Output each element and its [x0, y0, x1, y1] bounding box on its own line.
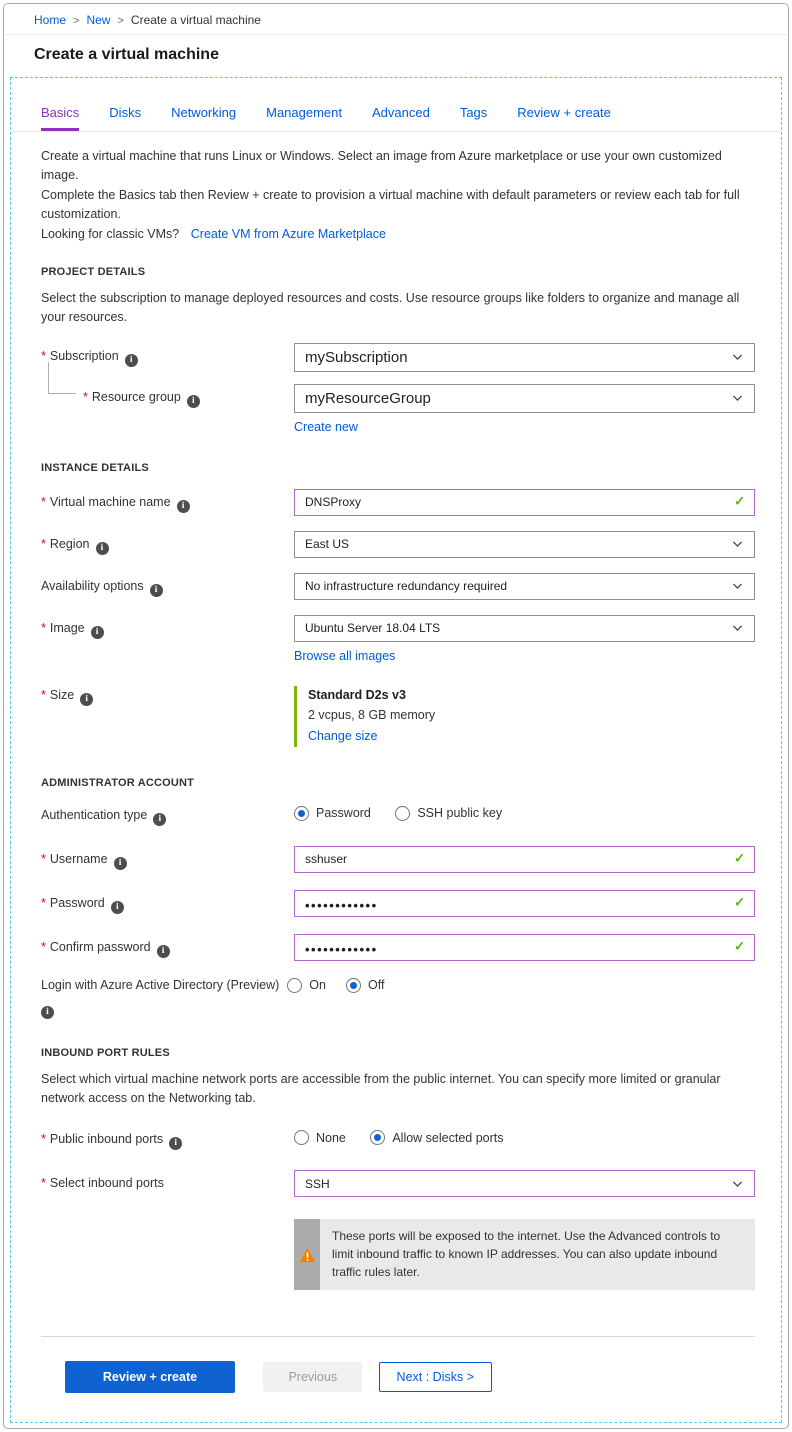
- image-value: Ubuntu Server 18.04 LTS: [305, 621, 441, 636]
- classic-vms-row: [41, 225, 755, 244]
- password-input[interactable]: [294, 890, 755, 917]
- tab-tags[interactable]: Tags: [459, 105, 488, 120]
- valid-check-icon: ✓: [734, 850, 745, 866]
- review-create-button[interactable]: Review + create: [65, 1361, 235, 1393]
- size-name: Standard D2s v3: [308, 687, 406, 702]
- radio-allow-selected-ports[interactable]: [370, 1130, 503, 1145]
- info-icon[interactable]: i: [153, 813, 166, 826]
- breadcrumb-home-link[interactable]: Home: [34, 13, 67, 27]
- footer-action-bar: [41, 1336, 755, 1422]
- confirm-password-input[interactable]: [294, 934, 755, 961]
- confirm-password-row: [41, 934, 755, 961]
- resource-group-label: Resource group: [91, 389, 181, 404]
- radio-circle-selected: [346, 978, 361, 993]
- username-label: Username: [49, 851, 108, 866]
- password-masked-value: ••••••••••••: [305, 897, 378, 913]
- radio-label: Allow selected ports: [392, 1130, 504, 1145]
- classic-vms-text: Looking for classic VMs?: [41, 226, 180, 241]
- inbound-description: Select which virtual machine network ports are accessible from the public internet. You can specify more limited or granular network access on the Networking tab.: [41, 1071, 721, 1105]
- size-summary: [294, 686, 755, 747]
- size-row: [41, 686, 755, 747]
- info-icon[interactable]: i: [187, 395, 200, 408]
- administrator-account-heading: ADMINISTRATOR ACCOUNT: [41, 776, 195, 789]
- instance-details-heading: INSTANCE DETAILS: [41, 461, 149, 474]
- auth-type-label: Authentication type: [41, 807, 148, 822]
- radio-none[interactable]: [294, 1130, 346, 1145]
- subscription-dropdown[interactable]: [294, 343, 755, 372]
- image-row: [41, 615, 755, 665]
- required-asterisk: *: [83, 389, 88, 404]
- image-dropdown[interactable]: [294, 615, 755, 642]
- info-icon[interactable]: i: [177, 500, 190, 513]
- warning-text: These ports will be exposed to the internet. Use the Advanced controls to limit inbound traffic to known IP addresses. You can also update inbound traffic rules later.: [332, 1229, 721, 1280]
- info-icon[interactable]: i: [91, 626, 104, 639]
- radio-label: On: [309, 978, 326, 993]
- required-asterisk: *: [41, 348, 46, 363]
- select-inbound-ports-value: SSH: [305, 1176, 330, 1191]
- chevron-down-icon: [731, 622, 744, 635]
- username-value: sshuser: [305, 852, 348, 867]
- radio-label: SSH public key: [417, 806, 503, 821]
- subscription-label: Subscription: [49, 348, 119, 363]
- chevron-down-icon: [731, 1177, 744, 1190]
- tab-management[interactable]: Management: [266, 105, 342, 120]
- info-icon[interactable]: i: [150, 584, 163, 597]
- create-new-link[interactable]: Create new: [294, 419, 358, 434]
- radio-circle-selected: [370, 1130, 385, 1145]
- intro-line-1: Create a virtual machine that runs Linux or Windows. Select an image from Azure marketplace or use your own customized image.: [41, 149, 722, 183]
- radio-ssh-public-key[interactable]: [395, 806, 502, 821]
- breadcrumb-current: Create a virtual machine: [130, 13, 261, 27]
- chevron-down-icon: [731, 580, 744, 593]
- inbound-port-rules-heading: INBOUND PORT RULES: [41, 1046, 170, 1059]
- radio-circle: [287, 978, 302, 993]
- info-icon[interactable]: i: [169, 1137, 182, 1150]
- radio-circle: [395, 806, 410, 821]
- region-value: East US: [305, 537, 350, 552]
- info-icon[interactable]: i: [114, 857, 127, 870]
- create-vm-marketplace-link[interactable]: Create VM from Azure Marketplace: [190, 226, 386, 241]
- intro-line-2: Complete the Basics tab then Review + create to provision a virtual machine with default parameters or review each tab for full customization.: [41, 187, 740, 222]
- vm-name-row: [41, 489, 755, 516]
- confirm-password-masked-value: ••••••••••••: [305, 941, 378, 957]
- radio-circle-selected: [294, 806, 309, 821]
- previous-button[interactable]: Previous: [263, 1362, 362, 1392]
- required-asterisk: *: [41, 494, 46, 509]
- project-details-description: Select the subscription to manage deployed resources and costs. Use resource groups like folders to organize and manage all your resources.: [41, 290, 740, 325]
- required-asterisk: *: [41, 1176, 46, 1191]
- tab-review-create[interactable]: Review + create: [517, 105, 611, 120]
- valid-check-icon: ✓: [734, 938, 745, 954]
- select-inbound-ports-dropdown[interactable]: [294, 1170, 755, 1197]
- info-icon[interactable]: i: [96, 542, 109, 555]
- info-icon[interactable]: i: [41, 1006, 54, 1019]
- confirm-password-label: Confirm password: [49, 939, 151, 954]
- password-row: [41, 890, 755, 917]
- radio-label: Off: [367, 978, 385, 993]
- info-icon[interactable]: i: [80, 693, 93, 706]
- availability-value: No infrastructure redundancy required: [305, 579, 508, 594]
- tab-basics[interactable]: Basics: [41, 105, 79, 131]
- tab-advanced[interactable]: Advanced: [372, 105, 430, 120]
- next-disks-button[interactable]: Next : Disks >: [379, 1362, 492, 1392]
- public-inbound-ports-row: [41, 1126, 755, 1150]
- subscription-row: [41, 343, 755, 372]
- radio-password[interactable]: [294, 806, 371, 821]
- vm-name-label: Virtual machine name: [49, 494, 171, 509]
- tab-bar: [11, 78, 781, 132]
- select-inbound-ports-row: [41, 1170, 755, 1197]
- valid-check-icon: ✓: [734, 493, 745, 509]
- breadcrumb: [4, 4, 788, 35]
- breadcrumb-separator-icon: >: [117, 15, 124, 27]
- required-asterisk: *: [41, 687, 46, 702]
- availability-row: [41, 573, 755, 600]
- radio-label: Password: [316, 806, 371, 821]
- valid-check-icon: ✓: [734, 894, 745, 910]
- blade-content-selection: [10, 77, 782, 1423]
- info-icon[interactable]: i: [111, 901, 124, 914]
- required-asterisk: *: [41, 536, 46, 551]
- chevron-down-icon: [731, 392, 744, 405]
- region-dropdown[interactable]: [294, 531, 755, 558]
- warning-icon: [299, 1247, 316, 1263]
- public-inbound-ports-label: Public inbound ports: [49, 1132, 164, 1147]
- chevron-down-icon: [731, 538, 744, 551]
- chevron-down-icon: [731, 351, 744, 364]
- change-size-link[interactable]: Change size: [308, 728, 378, 743]
- required-asterisk: *: [41, 939, 46, 954]
- radio-aad-on[interactable]: [287, 978, 326, 993]
- vm-name-input[interactable]: [294, 489, 755, 516]
- password-label: Password: [49, 895, 105, 910]
- size-specs: 2 vcpus, 8 GB memory: [308, 707, 436, 722]
- resource-group-dropdown[interactable]: [294, 384, 755, 413]
- resource-group-row: [41, 384, 755, 436]
- availability-label: Availability options: [41, 578, 144, 593]
- hierarchy-connector-line: [48, 362, 76, 394]
- aad-login-label: Login with Azure Active Directory (Preview): [41, 978, 280, 993]
- warning-banner: [294, 1219, 755, 1290]
- region-label: Region: [49, 536, 90, 551]
- required-asterisk: *: [41, 851, 46, 866]
- vm-name-value: DNSProxy: [305, 495, 362, 510]
- select-inbound-ports-label: Select inbound ports: [49, 1176, 164, 1191]
- required-asterisk: *: [41, 1132, 46, 1147]
- required-asterisk: *: [41, 895, 46, 910]
- subscription-value: mySubscription: [305, 348, 408, 366]
- breadcrumb-new-link[interactable]: New: [86, 13, 111, 27]
- tab-disks[interactable]: Disks: [109, 105, 142, 120]
- size-label: Size: [49, 687, 75, 702]
- auth-type-row: [41, 802, 755, 826]
- azure-portal-blade: [3, 3, 789, 1429]
- image-label: Image: [49, 620, 85, 635]
- browse-all-images-link[interactable]: Browse all images: [294, 648, 396, 663]
- region-row: [41, 531, 755, 558]
- resource-group-value: myResourceGroup: [305, 389, 431, 407]
- radio-circle: [294, 1130, 309, 1145]
- username-input[interactable]: [294, 846, 755, 873]
- project-details-heading: PROJECT DETAILS: [41, 265, 146, 278]
- username-row: [41, 846, 755, 873]
- availability-options-dropdown[interactable]: [294, 573, 755, 600]
- radio-aad-off[interactable]: [346, 978, 384, 993]
- radio-label: None: [316, 1130, 346, 1145]
- info-icon[interactable]: i: [157, 945, 170, 958]
- aad-login-row: [41, 978, 755, 1019]
- required-asterisk: *: [41, 620, 46, 635]
- ports-warning-row: [41, 1219, 755, 1290]
- info-icon[interactable]: i: [125, 354, 138, 367]
- page-title: Create a virtual machine: [34, 46, 219, 63]
- tab-networking[interactable]: Networking: [171, 105, 237, 120]
- breadcrumb-separator-icon: >: [73, 15, 80, 27]
